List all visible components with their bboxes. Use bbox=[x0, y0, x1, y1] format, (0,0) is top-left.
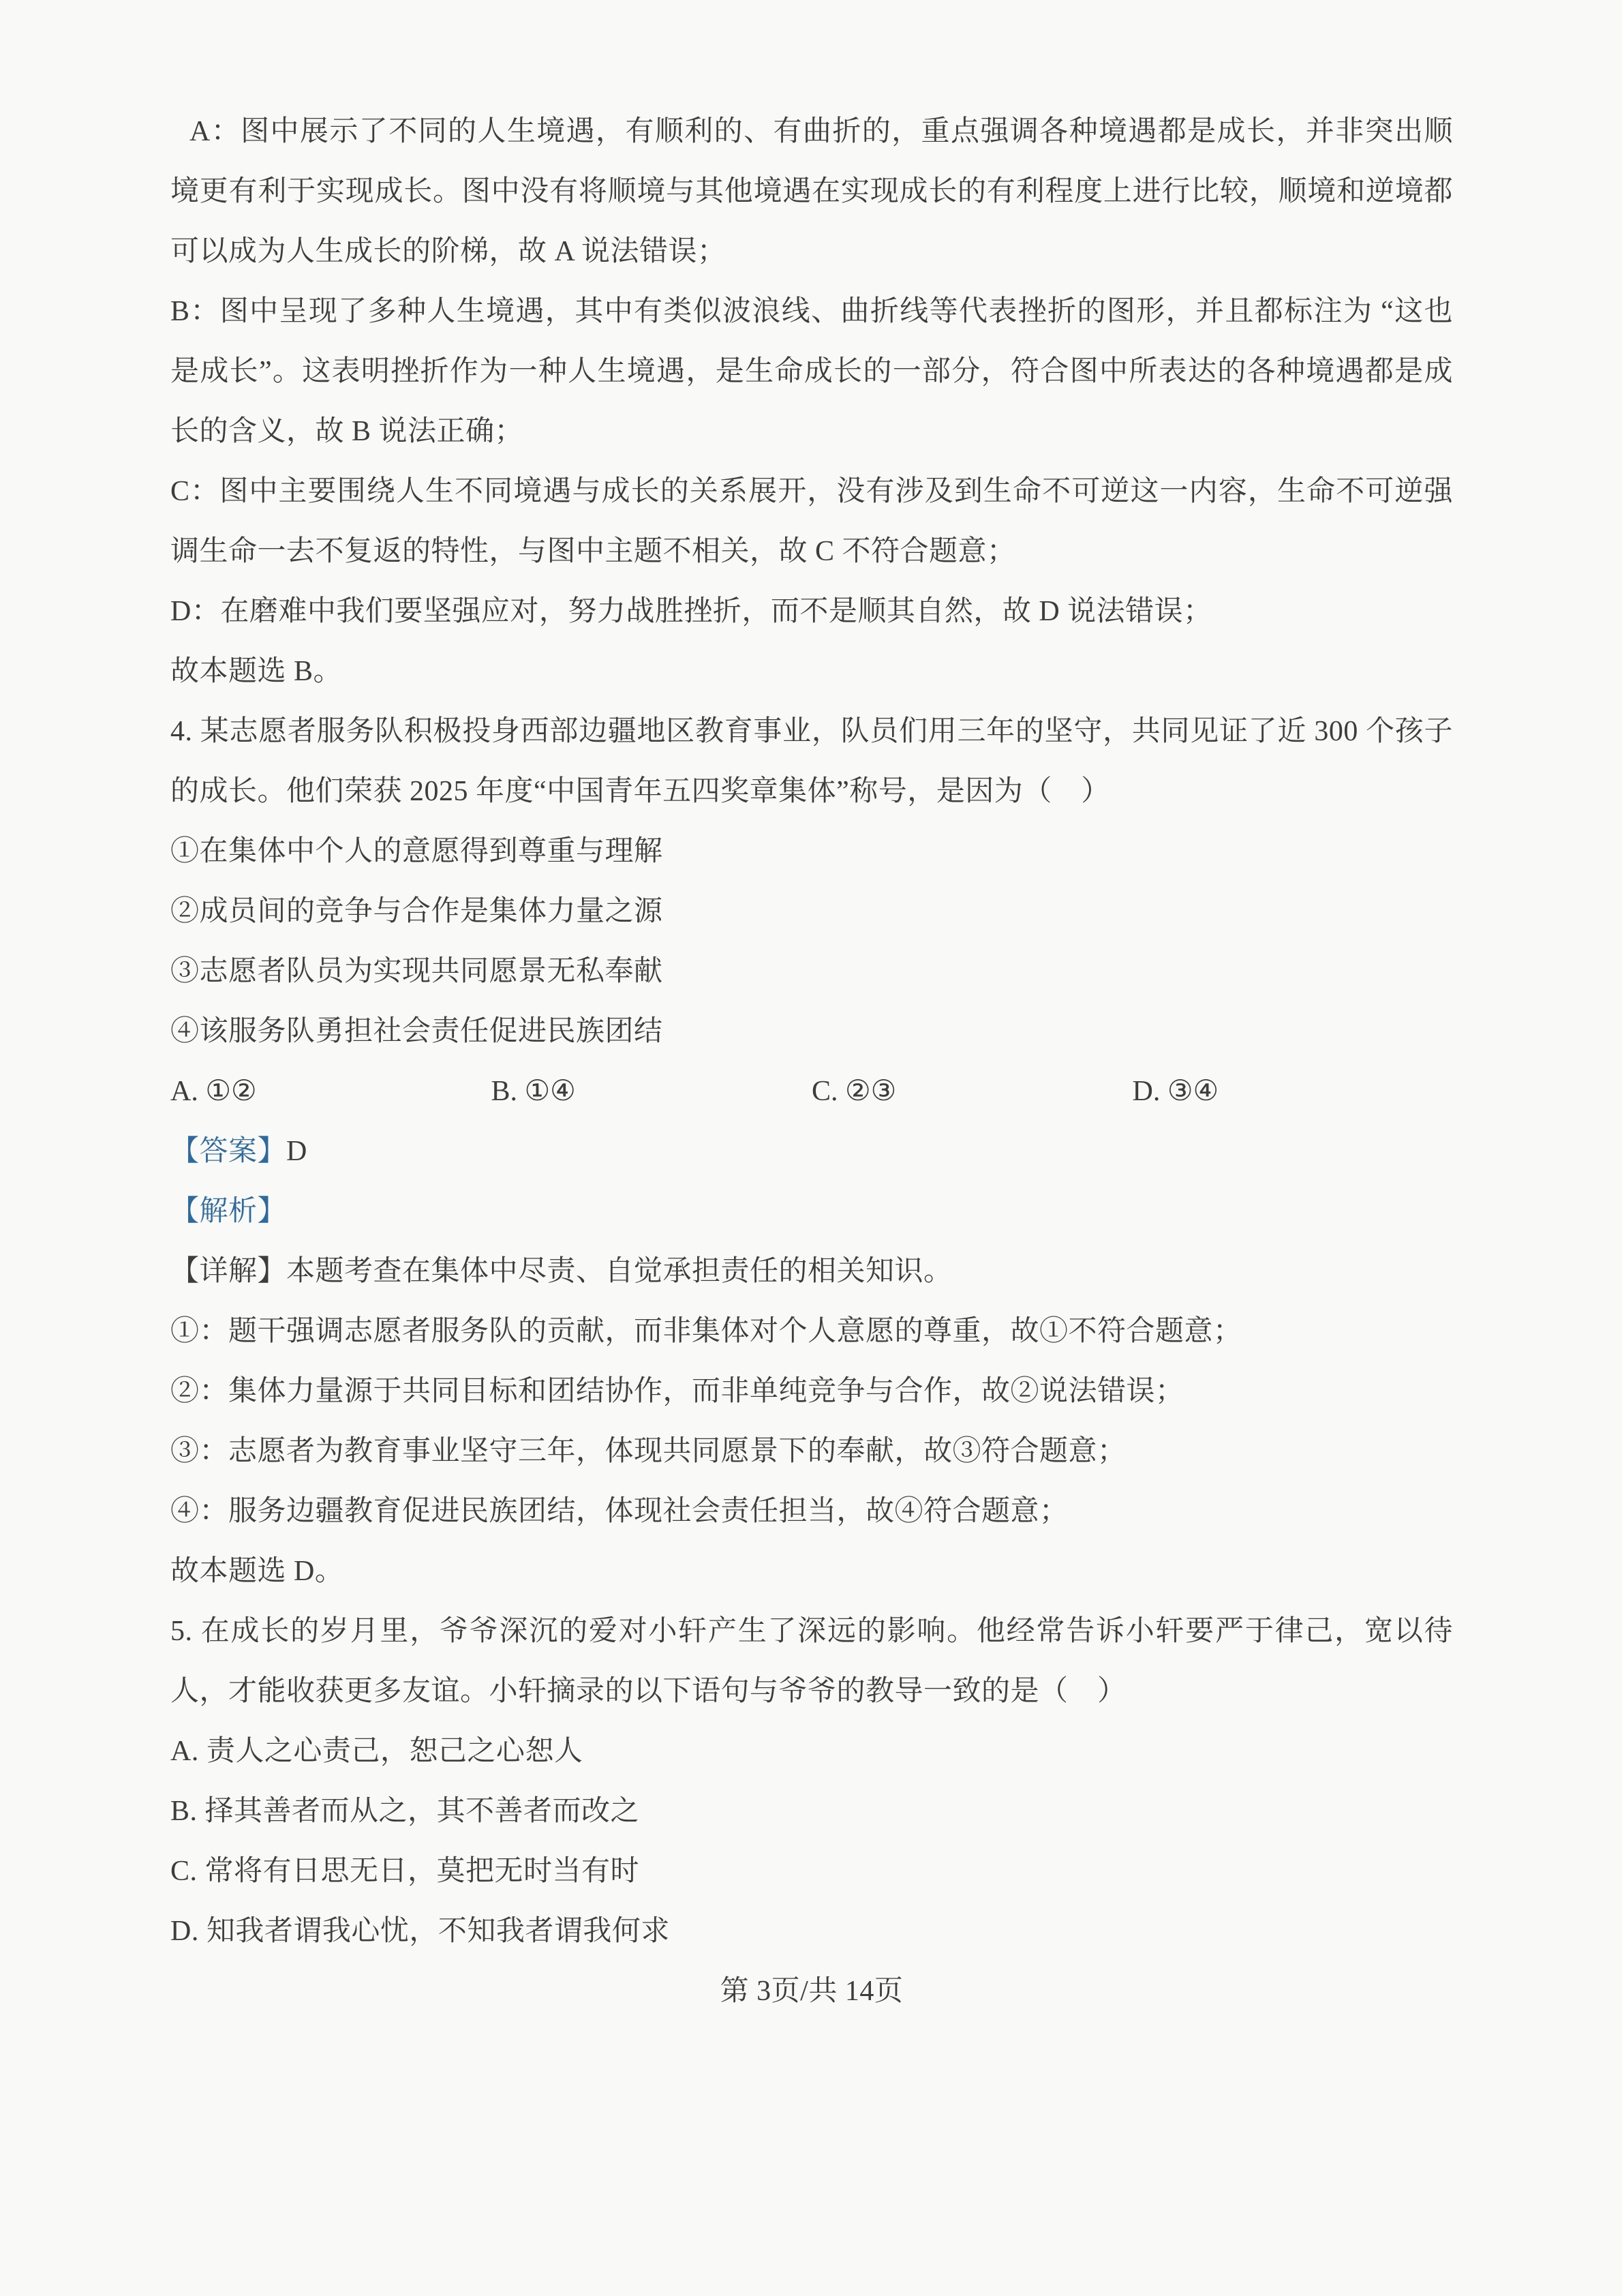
q4-statement-2: ②成员间的竞争与合作是集体力量之源 bbox=[170, 896, 663, 927]
q4-option-d: D. ③④ bbox=[1132, 1076, 1219, 1107]
question-5-section bbox=[170, 1601, 1453, 1961]
q4-option-b: B. ①④ bbox=[491, 1076, 576, 1107]
q5-option-a: A. 责人之心责己，恕己之心恕人 bbox=[170, 1736, 583, 1767]
question-5-stem: 5. 在成长的岁月里，爷爷深沉的爱对小轩产生了深远的影响。他经常告诉小轩要严于律己，宽以待人，才能收获更多友谊。小轩摘录的以下语句与爷爷的教导一致的是（ ） bbox=[170, 1616, 1453, 1707]
q4-point-4: ④：服务边疆教育促进民族团结，体现社会责任担当，故④符合题意； bbox=[170, 1496, 1069, 1527]
q4-analysis-line bbox=[170, 1181, 1453, 1241]
q4-option-c: C. ②③ bbox=[812, 1076, 897, 1107]
q3-option-b-analysis: B：图中呈现了多种人生境遇，其中有类似波浪线、曲折线等代表挫折的图形，并且都标注为 “这也是成长”。这表明挫折作为一种人生境遇，是生命成长的一部分，符合图中所表达的各种境遇都是成长的含义，故 B 说法正确； bbox=[170, 296, 1453, 447]
q4-statement-4: ④该服务队勇担社会责任促进民族团结 bbox=[170, 1016, 663, 1047]
q4-answer-label: 【答案】 bbox=[170, 1136, 287, 1167]
page-footer: 第 3页/共 14页 bbox=[720, 1976, 904, 2007]
q4-answer-value: D bbox=[286, 1136, 307, 1167]
q4-option-a: A. ①② bbox=[170, 1076, 257, 1107]
q4-detail-label: 【详解】 bbox=[170, 1256, 287, 1287]
q4-statement-1: ①在集体中个人的意愿得到尊重与理解 bbox=[170, 836, 663, 867]
q4-statement-3: ③志愿者队员为实现共同愿景无私奉献 bbox=[170, 956, 663, 987]
q4-point-2: ②：集体力量源于共同目标和团结协作，而非单纯竞争与合作，故②说法错误； bbox=[170, 1376, 1184, 1407]
q4-point-3: ③：志愿者为教育事业坚守三年，体现共同愿景下的奉献，故③符合题意； bbox=[170, 1436, 1127, 1467]
q3-option-a-analysis: A：图中展示了不同的人生境遇，有顺利的、有曲折的，重点强调各种境遇都是成长，并非突出顺境更有利于实现成长。图中没有将顺境与其他境遇在实现成长的有利程度上进行比较，顺境和逆境都可以成为人生成长的阶梯，故 A 说法错误； bbox=[170, 116, 1453, 267]
q3-option-d-analysis: D：在磨难中我们要坚强应对，努力战胜挫折，而不是顺其自然，故 D 说法错误； bbox=[170, 596, 1212, 627]
q4-options-row bbox=[170, 1061, 1453, 1121]
q4-detail-line bbox=[170, 1241, 1453, 1301]
q3-conclusion: 故本题选 B。 bbox=[170, 656, 343, 687]
q3-option-c-analysis: C：图中主要围绕人生不同境遇与成长的关系展开，没有涉及到生命不可逆这一内容，生命不可逆强调生命一去不复返的特性，与图中主题不相关，故 C 不符合题意； bbox=[170, 476, 1453, 567]
q4-detail-intro: 本题考查在集体中尽责、自觉承担责任的相关知识。 bbox=[286, 1256, 953, 1287]
q5-option-d: D. 知我者谓我心忧，不知我者谓我何求 bbox=[170, 1916, 670, 1947]
q5-option-c: C. 常将有日思无日，莫把无时当有时 bbox=[170, 1856, 640, 1887]
q4-analysis-label: 【解析】 bbox=[170, 1196, 287, 1227]
q5-option-b: B. 择其善者而从之，其不善者而改之 bbox=[170, 1796, 640, 1827]
q3-analysis-section bbox=[170, 102, 1453, 701]
question-4-stem: 4. 某志愿者服务队积极投身西部边疆地区教育事业，队员们用三年的坚守，共同见证了近 300 个孩子的成长。他们荣获 2025 年度“中国青年五四奖章集体”称号，是因为（ ） bbox=[170, 716, 1453, 807]
q4-conclusion: 故本题选 D。 bbox=[170, 1556, 344, 1587]
q4-point-1: ①：题干强调志愿者服务队的贡献，而非集体对个人意愿的尊重，故①不符合题意； bbox=[170, 1316, 1242, 1347]
q4-answer-line bbox=[170, 1121, 1453, 1181]
question-4-section bbox=[170, 701, 1453, 1601]
